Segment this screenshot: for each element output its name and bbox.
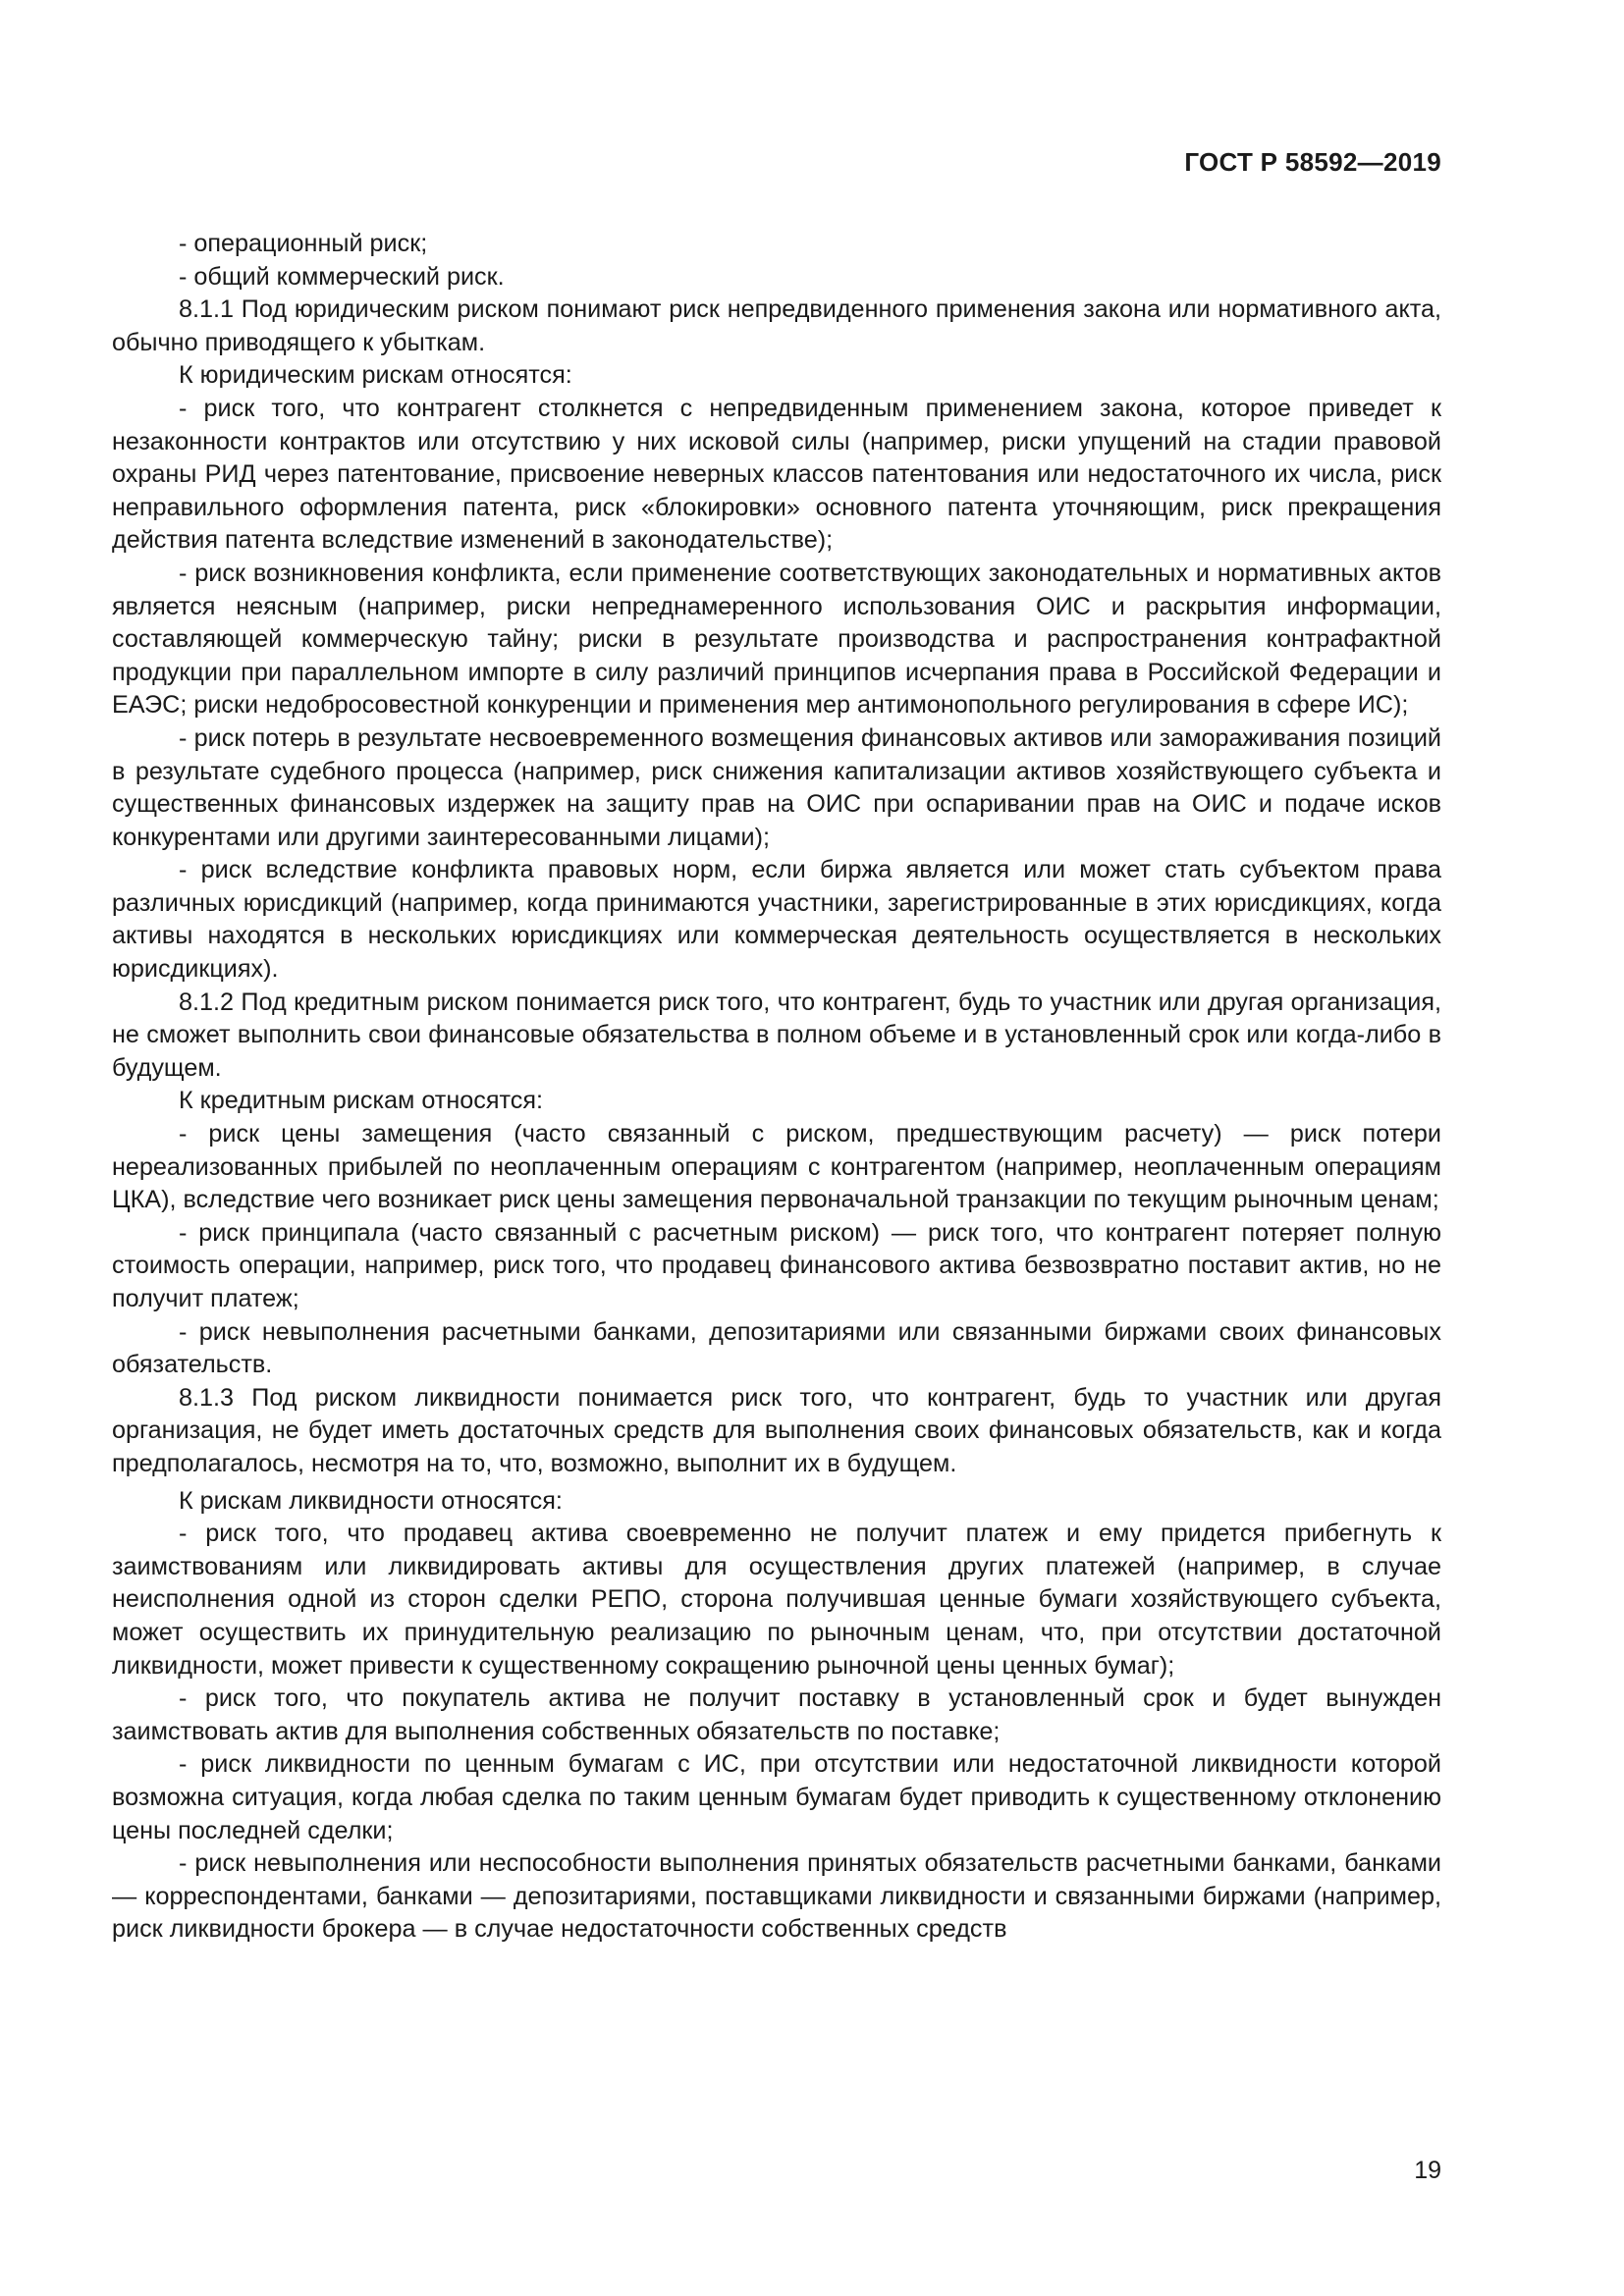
paragraph: - риск цены замещения (часто связанный с риском, предшествующим расчету) — риск потери нереализованных прибылей по неоплаченным операциям с контрагентом (например, неоплаченным операциям ЦКА), вследствие чего возникает риск цены замещения первоначальной транзакции по текущим рыночным ценам; [112,1120,1441,1214]
paragraph: - риск того, что контрагент столкнется с непредвиденным применением закона, которое приведет к незаконности контрактов или отсутствию у них исковой силы (например, риски упущений на стадии правовой охраны РИД через патентование, присвоение неверных классов патентования или недостаточного их числа, риск неправильного оформления патента, риск «блокировки» основного патента уточняющим, риск прекращения действия патента вследствие изменений в законодательстве); [112,394,1441,555]
page-number: 19 [1414,2157,1441,2184]
paragraph: К рискам ликвидности относятся: [179,1486,563,1515]
document-body [112,228,1441,1947]
paragraph: - риск возникновения конфликта, если применение соответствующих законодательных и нормативных актов является неясным (например, риски непреднамеренного использования ОИС и раскрытия информации, составляющей коммерческую тайну; риски в результате производства и распространения контрафактной продукции при параллельном импорте в силу различий принципов исчерпания права в Российской Федерации и ЕАЭС; риски недобросовестной конкуренции и применения мер антимонопольного регулирования в сфере ИС); [112,559,1441,720]
paragraph: 8.1.2 Под кредитным риском понимается риск того, что контрагент, будь то участник или другая организация, не сможет выполнить свои финансовые обязательства в полном объеме и в установленный срок или когда-либо в будущем. [112,988,1441,1082]
paragraph: К юридическим рискам относятся: [179,361,572,390]
paragraph: - риск вследствие конфликта правовых норм, если биржа является или может стать субъектом права различных юрисдикций (например, когда принимаются участники, зарегистрированные в этих юрисдикциях, когда активы находятся в нескольких юрисдикциях или коммерческая деятельность осуществляется в нескольких юрисдикциях). [112,856,1441,984]
paragraph: - общий коммерческий риск. [179,262,505,291]
paragraph: К кредитным рискам относятся: [179,1087,543,1115]
document-code-header: ГОСТ Р 58592—2019 [1184,147,1441,177]
paragraph: - риск невыполнения или неспособности выполнения принятых обязательств расчетными банками, банками — корреспондентами, банками — депозитариями, поставщиками ликвидности и связанными биржами (например, риск ликвидности брокера — в случае недостаточности собственных средств [112,1849,1441,1944]
paragraph: - риск принципала (часто связанный с расчетным риском) — риск того, что контрагент потеряет полную стоимость операции, например, риск того, что продавец финансового актива безвозвратно поставит актив, но не получит платеж; [112,1218,1441,1312]
paragraph: - риск ликвидности по ценным бумагам с ИС, при отсутствии или недостаточной ликвидности которой возможна ситуация, когда любая сделка по таким ценным бумагам будет приводить к существенному отклонению цены последней сделки; [112,1750,1441,1844]
paragraph: - риск того, что покупатель актива не получит поставку в установленный срок и будет вынужден заимствовать актив для выполнения собственных обязательств по поставке; [112,1684,1441,1745]
paragraph: - риск невыполнения расчетными банками, депозитариями или связанными биржами своих финансовых обязательств. [112,1317,1441,1379]
paragraph: - операционный риск; [179,230,428,257]
paragraph: - риск того, что продавец актива своевременно не получит платеж и ему придется прибегнуть к заимствованиям или ликвидировать активы для осуществления других платежей (например, в случае неисполнения одной из сторон сделки РЕПО, сторона получившая ценные бумаги хозяйствующего субъекта, может осуществить их принудительную реализацию по рыночным ценам, что, при отсутствии достаточной ликвидности, может привести к существенному сокращению рыночной цены ценных бумаг); [112,1520,1441,1680]
paragraph: - риск потерь в результате несвоевременного возмещения финансовых активов или замораживания позиций в результате судебного процесса (например, риск снижения капитализации активов хозяйствующего субъекта и существенных финансовых издержек на защиту прав на ОИС при оспаривании прав на ОИС и подаче исков конкурентами или другими заинтересованными лицами); [112,723,1441,851]
paragraph: 8.1.3 Под риском ликвидности понимается риск того, что контрагент, будь то участник или другая организация, не будет иметь достаточных средств для выполнения своих финансовых обязательств, как и когда предполагалось, несмотря на то, что, возможно, выполнит их в будущем. [112,1383,1441,1477]
paragraph: 8.1.1 Под юридическим риском понимают риск непредвиденного применения закона или нормативного акта, обычно приводящего к убыткам. [112,295,1441,356]
